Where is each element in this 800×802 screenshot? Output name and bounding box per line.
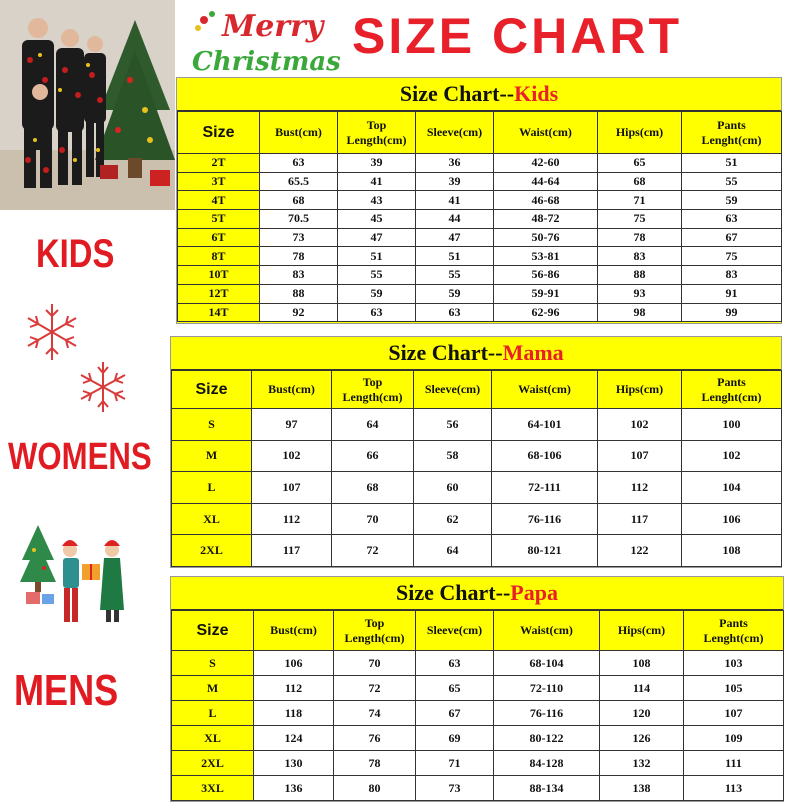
header-text: Top [366,117,387,132]
measurement-cell: 55 [416,266,494,285]
measurement-cell: 67 [416,701,494,726]
measurement-cell: 53-81 [494,247,598,266]
size-cell: 3XL [172,776,254,801]
header-text: Waist(cm) [518,382,571,396]
size-cell: XL [172,503,252,535]
measurement-cell: 80-122 [494,726,600,751]
table-row [172,751,784,776]
measurement-cell: 72 [334,676,416,701]
papa-size-chart [170,576,784,802]
measurement-cell: 63 [682,210,782,229]
measurement-cell: 60 [414,472,492,504]
mens-label: MENS [14,666,119,715]
measurement-cell: 118 [254,701,334,726]
papa-chart-title [171,577,783,610]
header-text: Sleeve(cm) [426,623,483,637]
size-cell: M [172,440,252,472]
measurement-cell: 46-68 [494,191,598,210]
measurement-cell: 109 [684,726,784,751]
table-row [172,472,782,504]
header-text: Sleeve(cm) [426,125,483,139]
measurement-cell: 68-106 [492,440,598,472]
papa-size-table [171,610,784,801]
measurement-cell: 59 [682,191,782,210]
merry-text: Merry [222,9,324,44]
header-text: Hips(cm) [615,125,664,139]
measurement-cell: 59 [416,284,494,303]
measurement-cell: 47 [416,228,494,247]
header-text: Waist(cm) [520,623,573,637]
measurement-cell: 51 [338,247,416,266]
measurement-cell: 117 [252,535,332,567]
measurement-cell: 80-121 [492,535,598,567]
table-header-row [172,371,782,409]
merry-christmas-logo [188,6,348,80]
kids-size-chart [176,77,782,324]
family-pajama-photo [0,0,175,210]
measurement-cell: 112 [254,676,334,701]
table-row [178,284,782,303]
measurement-cell: 59-91 [494,284,598,303]
measurement-cell: 51 [682,154,782,173]
measurement-cell: 45 [338,210,416,229]
measurement-cell: 65.5 [260,172,338,191]
table-row [178,154,782,173]
measurement-cell: 64 [332,409,414,441]
measurement-cell: 107 [684,701,784,726]
measurement-cell: 44-64 [494,172,598,191]
header-text: Lenght(cm) [701,389,762,404]
measurement-cell: 65 [598,154,682,173]
measurement-cell: 70 [332,503,414,535]
measurement-cell: 114 [600,676,684,701]
measurement-cell: 70 [334,651,416,676]
table-row [172,676,784,701]
size-column-header [178,112,260,154]
table-row [172,409,782,441]
table-header-row [172,611,784,651]
measurement-cell: 51 [416,247,494,266]
measurement-cell: 67 [682,228,782,247]
measurement-cell: 106 [682,503,782,535]
measurement-cell: 68 [260,191,338,210]
sleeve-column-header [416,611,494,651]
measurement-cell: 88 [598,266,682,285]
header-text: Bust(cm) [268,382,315,396]
header-text: Pants [717,117,746,132]
table-row [178,266,782,285]
measurement-cell: 56-86 [494,266,598,285]
header-text: Bust(cm) [275,125,322,139]
measurement-cell: 103 [684,651,784,676]
table-row [172,440,782,472]
measurement-cell: 63 [338,303,416,322]
size-cell: 3T [178,172,260,191]
size-cell: S [172,409,252,441]
size-cell: L [172,701,254,726]
size-cell: 8T [178,247,260,266]
measurement-cell: 106 [254,651,334,676]
measurement-cell: 97 [252,409,332,441]
measurement-cell: 130 [254,751,334,776]
mama-size-chart [170,336,782,568]
header-text: Size [196,622,229,639]
measurement-cell: 76 [334,726,416,751]
womens-label: WOMENS [8,436,152,478]
waist-column-header [494,112,598,154]
measurement-cell: 73 [260,228,338,247]
pants-length-column-header [684,611,784,651]
measurement-cell: 91 [682,284,782,303]
measurement-cell: 108 [600,651,684,676]
measurement-cell: 92 [260,303,338,322]
chart-title-prefix: Size Chart-- [388,340,503,365]
measurement-cell: 63 [260,154,338,173]
size-cell: XL [172,726,254,751]
kids-size-table [177,111,782,322]
measurement-cell: 122 [598,535,682,567]
chart-title-name: Papa [510,580,558,605]
measurement-cell: 107 [252,472,332,504]
table-row [178,191,782,210]
measurement-cell: 39 [338,154,416,173]
header-text: Top [362,374,383,389]
pants-length-column-header [682,112,782,154]
measurement-cell: 138 [600,776,684,801]
measurement-cell: 68-104 [494,651,600,676]
measurement-cell: 112 [598,472,682,504]
measurement-cell: 136 [254,776,334,801]
mama-chart-title [171,337,781,370]
measurement-cell: 62-96 [494,303,598,322]
measurement-cell: 73 [416,776,494,801]
header-text: Pants [717,374,746,389]
measurement-cell: 83 [682,266,782,285]
header-text: Sleeve(cm) [424,382,481,396]
top-length-column-header [332,371,414,409]
size-cell: 12T [178,284,260,303]
measurement-cell: 76-116 [492,503,598,535]
size-column-header [172,371,252,409]
table-row [172,776,784,801]
christmas-gift-illustration [20,520,140,630]
sleeve-column-header [414,371,492,409]
measurement-cell: 72-111 [492,472,598,504]
size-cell: 2XL [172,751,254,776]
christmas-text: Christmas [192,47,341,77]
waist-column-header [492,371,598,409]
size-cell: 5T [178,210,260,229]
measurement-cell: 43 [338,191,416,210]
measurement-cell: 83 [260,266,338,285]
measurement-cell: 99 [682,303,782,322]
measurement-cell: 56 [414,409,492,441]
pants-length-column-header [682,371,782,409]
measurement-cell: 88 [260,284,338,303]
measurement-cell: 126 [600,726,684,751]
table-row [172,726,784,751]
size-cell: 6T [178,228,260,247]
table-row [172,701,784,726]
page-title: SIZE CHART [352,8,682,64]
measurement-cell: 42-60 [494,154,598,173]
header-text: Lenght(cm) [701,132,762,147]
header-text: Size [202,124,235,141]
measurement-cell: 48-72 [494,210,598,229]
size-cell: L [172,472,252,504]
measurement-cell: 64 [414,535,492,567]
size-cell: 2T [178,154,260,173]
table-row [172,651,784,676]
chart-title-name: Kids [514,81,559,106]
measurement-cell: 75 [682,247,782,266]
measurement-cell: 41 [338,172,416,191]
measurement-cell: 69 [416,726,494,751]
snowflake-icon [20,300,84,364]
measurement-cell: 102 [598,409,682,441]
measurement-cell: 63 [416,303,494,322]
measurement-cell: 100 [682,409,782,441]
measurement-cell: 107 [598,440,682,472]
chart-title-prefix: Size Chart-- [399,81,515,106]
header-text: Length(cm) [346,132,407,147]
measurement-cell: 74 [334,701,416,726]
measurement-cell: 71 [598,191,682,210]
mama-size-table [171,370,782,567]
measurement-cell: 65 [416,676,494,701]
header-text: Length(cm) [344,630,405,645]
header-text: Lenght(cm) [703,630,764,645]
table-row [178,228,782,247]
measurement-cell: 112 [252,503,332,535]
measurement-cell: 120 [600,701,684,726]
measurement-cell: 104 [682,472,782,504]
size-column-header [172,611,254,651]
measurement-cell: 63 [416,651,494,676]
measurement-cell: 66 [332,440,414,472]
table-header-row [178,112,782,154]
header-text: Pants [719,615,748,630]
measurement-cell: 41 [416,191,494,210]
measurement-cell: 105 [684,676,784,701]
size-cell: M [172,676,254,701]
measurement-cell: 84-128 [494,751,600,776]
table-row [172,503,782,535]
measurement-cell: 55 [338,266,416,285]
table-row [178,172,782,191]
measurement-cell: 75 [598,210,682,229]
measurement-cell: 64-101 [492,409,598,441]
table-row [178,303,782,322]
measurement-cell: 36 [416,154,494,173]
measurement-cell: 113 [684,776,784,801]
table-row [172,535,782,567]
hips-column-header [598,371,682,409]
measurement-cell: 124 [254,726,334,751]
measurement-cell: 83 [598,247,682,266]
snowflake-icon [74,358,132,416]
header-text: Top [364,615,385,630]
measurement-cell: 78 [598,228,682,247]
measurement-cell: 68 [332,472,414,504]
kids-label: KIDS [36,232,115,276]
measurement-cell: 78 [260,247,338,266]
header-text: Hips(cm) [615,382,664,396]
measurement-cell: 80 [334,776,416,801]
header-text: Bust(cm) [270,623,317,637]
measurement-cell: 72-110 [494,676,600,701]
measurement-cell: 71 [416,751,494,776]
measurement-cell: 68 [598,172,682,191]
measurement-cell: 58 [414,440,492,472]
size-cell: S [172,651,254,676]
measurement-cell: 132 [600,751,684,776]
hips-column-header [598,112,682,154]
header-text: Hips(cm) [617,623,666,637]
size-cell: 10T [178,266,260,285]
header-text: Length(cm) [342,389,403,404]
table-row [178,210,782,229]
measurement-cell: 50-76 [494,228,598,247]
measurement-cell: 62 [414,503,492,535]
bust-column-header [252,371,332,409]
measurement-cell: 102 [682,440,782,472]
table-row [178,247,782,266]
top-length-column-header [338,112,416,154]
hips-column-header [600,611,684,651]
size-cell: 14T [178,303,260,322]
measurement-cell: 59 [338,284,416,303]
measurement-cell: 44 [416,210,494,229]
measurement-cell: 93 [598,284,682,303]
bust-column-header [254,611,334,651]
header-text: Waist(cm) [519,125,572,139]
measurement-cell: 76-116 [494,701,600,726]
waist-column-header [494,611,600,651]
chart-title-name: Mama [502,340,564,365]
bust-column-header [260,112,338,154]
measurement-cell: 39 [416,172,494,191]
measurement-cell: 98 [598,303,682,322]
measurement-cell: 108 [682,535,782,567]
kids-chart-title [177,78,781,111]
measurement-cell: 88-134 [494,776,600,801]
measurement-cell: 111 [684,751,784,776]
size-cell: 4T [178,191,260,210]
measurement-cell: 78 [334,751,416,776]
sleeve-column-header [416,112,494,154]
measurement-cell: 102 [252,440,332,472]
top-length-column-header [334,611,416,651]
measurement-cell: 72 [332,535,414,567]
measurement-cell: 47 [338,228,416,247]
measurement-cell: 70.5 [260,210,338,229]
measurement-cell: 117 [598,503,682,535]
size-cell: 2XL [172,535,252,567]
measurement-cell: 55 [682,172,782,191]
chart-title-prefix: Size Chart-- [396,580,511,605]
header-text: Size [195,381,228,398]
